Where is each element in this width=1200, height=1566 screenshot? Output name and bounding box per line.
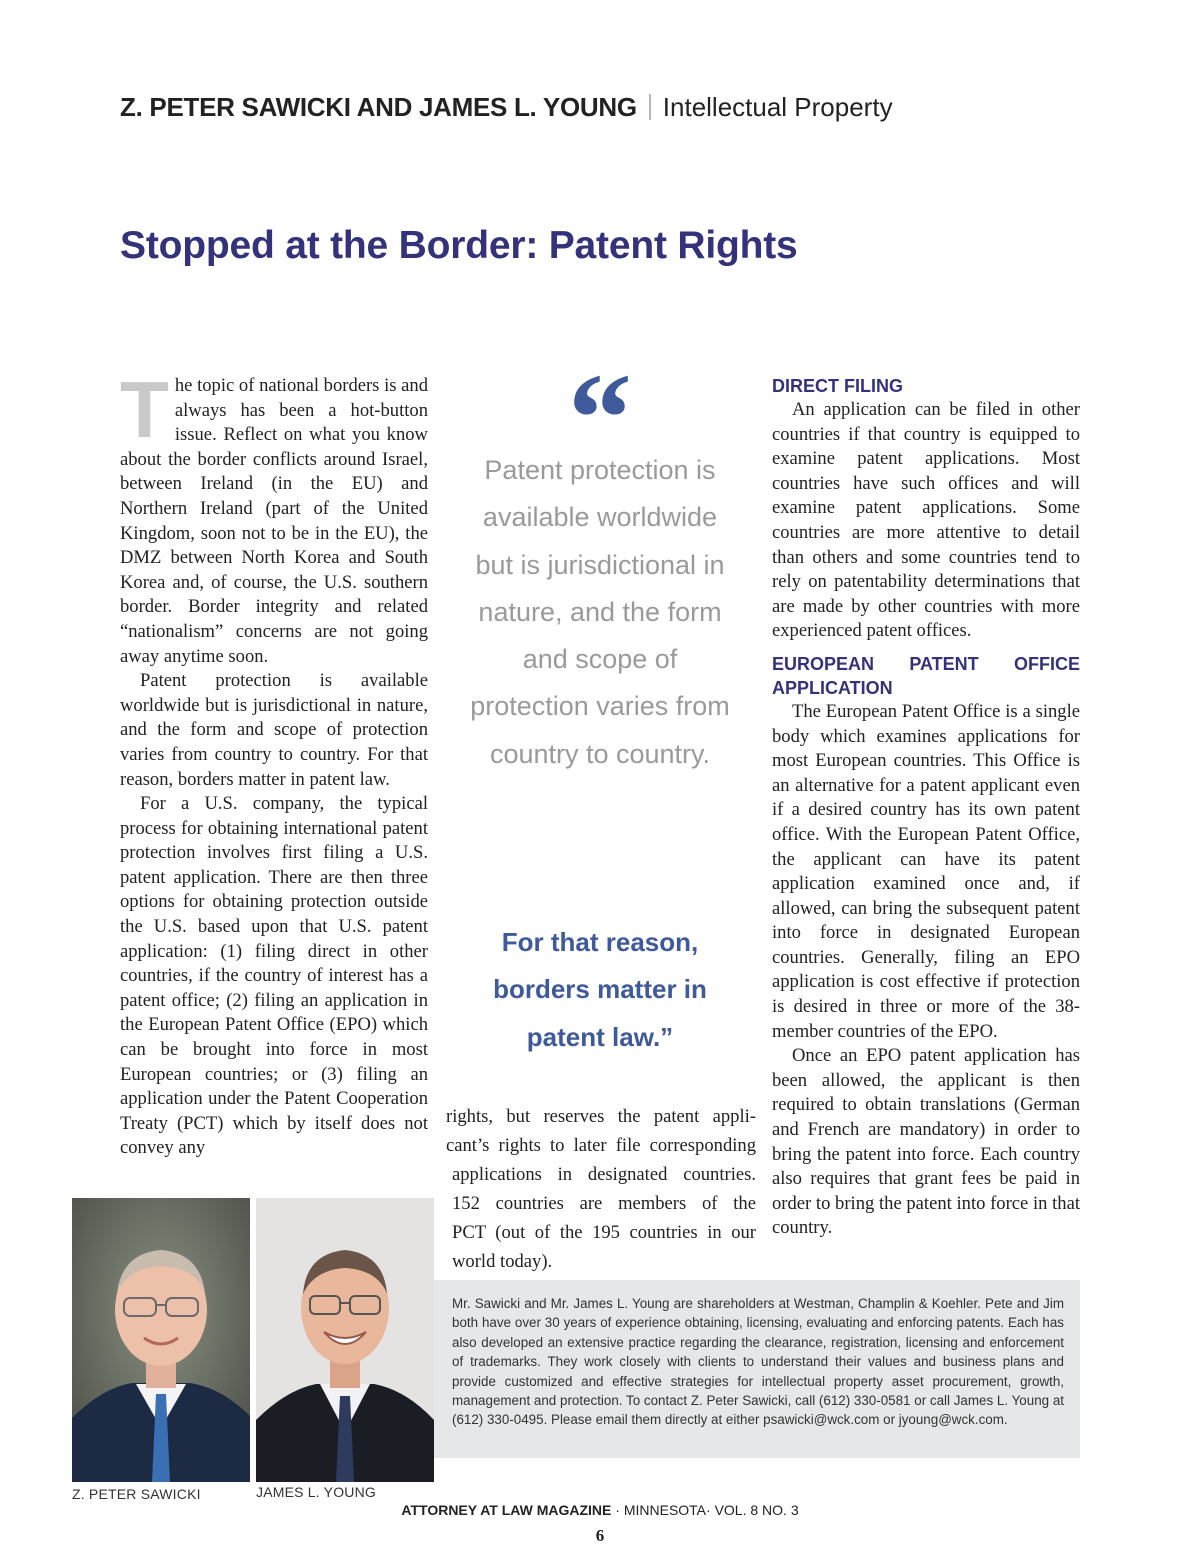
column-2-line: cant’s rights to later file corresponding — [446, 1135, 756, 1156]
section-heading-epo: EUROPEAN PATENT OFFICE APPLICATION — [772, 653, 1080, 698]
article-column-2 — [446, 1102, 756, 1276]
section-paragraph: An application can be filed in other countries if that country is equipped to examine patent applications. Most countries have such offices and will examine patent applications. Some countries are more attentive to detail than others and some countries tend to rely on patentability determinations that are made by other countries with more experienced patent offices. — [772, 399, 1080, 642]
author-photo-sawicki — [72, 1198, 250, 1482]
page-number: 6 — [595, 1526, 605, 1545]
portrait-illustration — [256, 1198, 434, 1482]
paragraph-1 — [120, 365, 428, 669]
column-2-line: rights, but reserves the patent appli- — [446, 1106, 756, 1127]
section-paragraph: Once an EPO patent application has been allowed, the applicant is then required to obtain translations (German and French are mandatory) in order to bring the patent into force. Each country also requires that grant fees be paid in order to bring the patent into force in that country. — [772, 1045, 1080, 1239]
author-bio-box — [434, 1280, 1080, 1458]
photo-caption-sawicki: Z. PETER SAWICKI — [72, 1486, 201, 1502]
column-2-line: PCT (out of the 195 countries in our — [452, 1222, 756, 1243]
column-2-line: world today). — [452, 1251, 553, 1272]
author-bio-text: Mr. Sawicki and Mr. James L. Young are shareholders at Westman, Champlin & Koehler. Pete and Jim both have over 30 years of experience obtaining, licensing, evaluating and enforcing patents. Each has also developed an extensive practice regarding the clearance, registration, licensing and enforcement of trademarks. They work closely with clients to understand their values and business plans and provide customized and effective strategies for intellectual property asset procurement, growth, management and protection. To contact Z. Peter Sawicki, call (612) 330-0581 or call James L. Young at (612) 330-0495. Please email them directly at either psawicki@wck.com or jyoung@wck.com. — [452, 1296, 1064, 1428]
pull-quote-text: Patent protection is available worldwide but is jurisdictional in nature, and the form and scope of protection varies from country to country. — [470, 455, 730, 769]
article-title: Stopped at the Border: Patent Rights — [120, 224, 798, 267]
author-photo-young — [256, 1198, 434, 1482]
paragraph-1-text: he topic of national borders is and always has been a hot-button issue. Reflect on what you know about the border conflicts around Israel, between Ireland (in the EU) and Northern Ireland (part of the United Kingdom, soon not to be in the EU), the DMZ between North Korea and South Korea and, of course, the U.S. southern border. Border integrity and related “nationalism” concerns are not going away anytime soon. — [120, 375, 428, 667]
article-column-3 — [772, 374, 1080, 1241]
paragraph-3: For a U.S. company, the typical process for obtaining international patent protection involves first filing a U.S. patent application. There are then three options for obtaining protection outside the U.S. based upon that U.S. patent application: (1) filing direct in other countries, if the country of interest has a patent office; (2) filing an application in the European Patent Office (EPO) which can be brought into force in most European countries; or (3) filing an application under the Patent Cooperation Treaty (PCT) which by itself does not convey any — [120, 793, 428, 1159]
drop-cap: T — [120, 365, 169, 454]
header-section: Intellectual Property — [662, 92, 893, 122]
photo-caption-young: JAMES L. YOUNG — [256, 1484, 377, 1500]
running-header — [120, 92, 1120, 123]
section-paragraph: The European Patent Office is a single body which examines applications for most European countries. This Office is an alternative for a patent applicant even if a desired country has its own patent office. With the European Patent Office, the applicant can have its patent application examined once and, if allowed, can bring the subsequent patent into force in designated European countries. Generally, filing an EPO application is cost effective if protection is desired in three or more of the 38-member countries of the EPO. — [772, 700, 1080, 1042]
article-column-1 — [120, 365, 428, 1161]
pull-quote-emphasis: For that reason, borders matter in patent law.” — [493, 927, 707, 1052]
footer-magazine: ATTORNEY AT LAW MAGAZINE — [401, 1502, 612, 1518]
section-heading-direct-filing: DIRECT FILING — [772, 376, 903, 396]
portrait-illustration — [72, 1198, 250, 1482]
header-authors: Z. PETER SAWICKI AND JAMES L. YOUNG — [120, 92, 637, 122]
column-2-line: 152 countries are members of the — [452, 1193, 756, 1214]
footer — [0, 1502, 1200, 1518]
footer-issue-details: · MINNESOTA· VOL. 8 NO. 3 — [611, 1502, 799, 1518]
paragraph-2: Patent protection is available worldwide but is jurisdictional in nature, and the form and scope of protection varies from country to country. For that reason, borders matter in patent law. — [120, 670, 428, 790]
column-2-line: applications in designated countries. — [452, 1164, 756, 1185]
header-divider — [649, 94, 651, 120]
quote-mark-icon: “ — [568, 347, 632, 489]
